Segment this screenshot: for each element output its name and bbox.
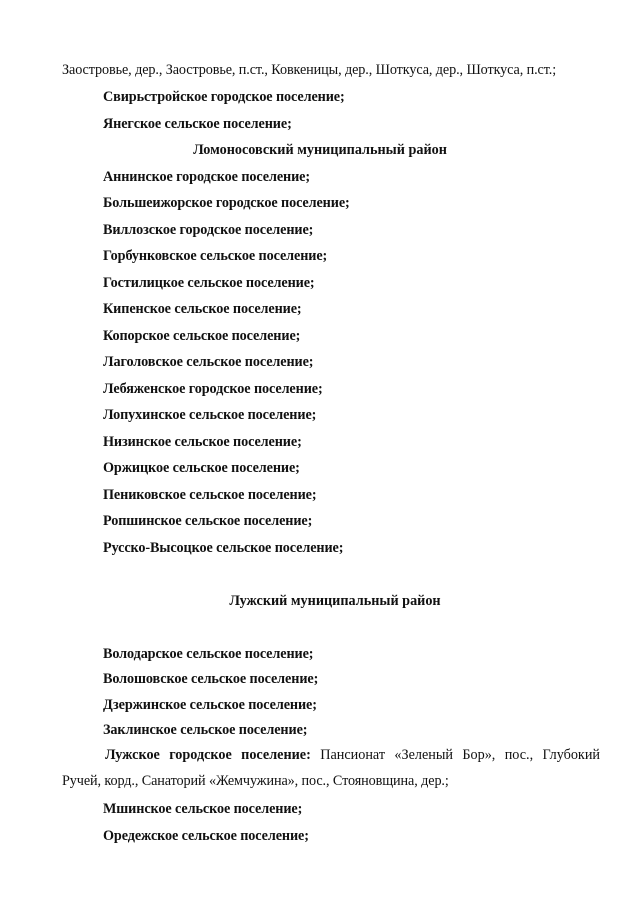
settlement-item: Кипенское сельское поселение; [103, 301, 302, 317]
settlement-item: Русско-Высоцкое сельское поселение; [103, 540, 344, 556]
settlement-item: Копорское сельское поселение; [103, 328, 301, 344]
settlement-item: Дзержинское сельское поселение; [103, 697, 317, 713]
settlement-item: Пениковское сельское поселение; [103, 487, 317, 503]
settlement-item: Виллозское городское поселение; [103, 222, 314, 238]
luga-settlement-label: Лужское городское поселение: [105, 747, 311, 763]
district-heading-lomonosovsky: Ломоносовский муниципальный район [193, 142, 447, 158]
settlement-item: Свирьстройское городское поселение; [103, 89, 345, 105]
settlement-item: Большеижорское городское поселение; [103, 195, 350, 211]
luga-localities-part-2: Ручей, корд., Санаторий «Жемчужина», пос., Стояновщина, дер.; [62, 773, 449, 789]
settlement-item: Ропшинское сельское поселение; [103, 513, 313, 529]
luga-settlement-line-1 [105, 746, 600, 764]
settlement-item: Гостилицкое сельское поселение; [103, 275, 315, 291]
settlement-item: Аннинское городское поселение; [103, 169, 310, 185]
settlement-item: Оредежское сельское поселение; [103, 828, 309, 844]
settlement-item: Лаголовское сельское поселение; [103, 354, 314, 370]
settlement-item: Володарское сельское поселение; [103, 646, 314, 662]
settlement-item: Заклинское сельское поселение; [103, 722, 308, 738]
continuation-line: Заостровье, дер., Заостровье, п.ст., Ковкеницы, дер., Шоткуса, дер., Шоткуса, п.ст.; [62, 62, 557, 78]
settlement-item: Лопухинское сельское поселение; [103, 407, 317, 423]
settlement-item: Оржицкое сельское поселение; [103, 460, 300, 476]
settlement-item: Низинское сельское поселение; [103, 434, 302, 450]
luga-localities-part-1: Пансионат «Зеленый Бор», пос., Глубокий [320, 747, 600, 763]
settlement-item: Волошовское сельское поселение; [103, 671, 319, 687]
settlement-item: Горбунковское сельское поселение; [103, 248, 328, 264]
settlement-item: Мшинское сельское поселение; [103, 801, 303, 817]
settlement-item: Лебяженское городское поселение; [103, 381, 323, 397]
settlement-item: Янегское сельское поселение; [103, 116, 292, 132]
district-heading-luzhsky: Лужский муниципальный район [229, 593, 441, 609]
